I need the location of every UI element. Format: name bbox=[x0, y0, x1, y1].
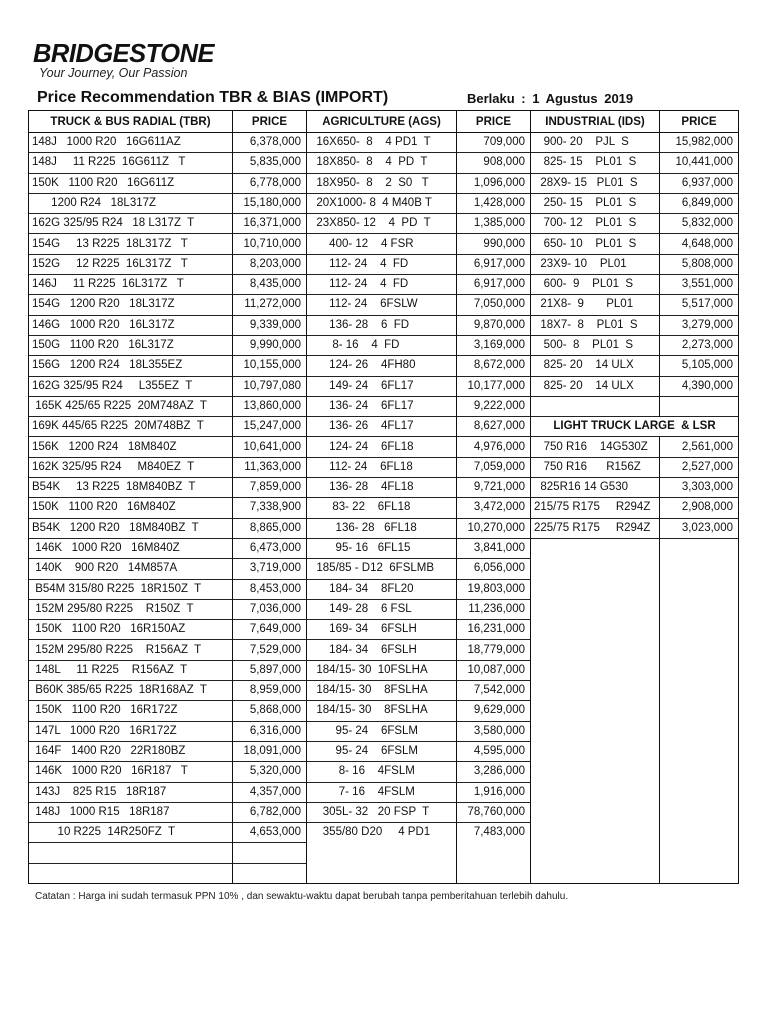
tbr-price-cell: 8,435,000 bbox=[233, 275, 306, 295]
ags-price-cell: 1,428,000 bbox=[457, 194, 530, 214]
ags-price-cell: 4,976,000 bbox=[457, 438, 530, 458]
ids-size-cell: 825- 20 14 ULX bbox=[531, 377, 659, 397]
ids-price-header: PRICE bbox=[660, 111, 738, 133]
ids-size-cell: 28X9- 15 PL01 S bbox=[531, 174, 659, 194]
tbr-size-cell: 152G 12 R225 16L317Z T bbox=[29, 255, 232, 275]
tbr-size-cell: 146K 1000 R20 16M840Z bbox=[29, 539, 232, 559]
ids-price-column bbox=[660, 111, 738, 883]
tbr-price-cell bbox=[233, 844, 306, 864]
ags-price-cell: 10,177,000 bbox=[457, 377, 530, 397]
ags-price-cell: 16,231,000 bbox=[457, 620, 530, 640]
bridgestone-logo bbox=[33, 40, 218, 66]
tbr-header: TRUCK & BUS RADIAL (TBR) bbox=[29, 111, 232, 133]
tbr-price-cell: 4,357,000 bbox=[233, 783, 306, 803]
tbr-size-cell: 148J 1000 R20 16G611AZ bbox=[29, 133, 232, 153]
tbr-size-cell: 156G 1200 R24 18L355EZ bbox=[29, 356, 232, 376]
ags-price-cell: 9,721,000 bbox=[457, 478, 530, 498]
tbr-price-cell: 9,990,000 bbox=[233, 336, 306, 356]
tbr-size-cell: 165K 425/65 R225 20M748AZ T bbox=[29, 397, 232, 417]
ids-price-cell: 10,441,000 bbox=[660, 153, 738, 173]
logo-wordmark: BRIDGESTONE bbox=[33, 38, 215, 68]
ags-size-cell: 185/85 - D12 6FSLMB bbox=[307, 559, 456, 579]
ids-size-cell: 900- 20 PJL S bbox=[531, 133, 659, 153]
ags-price-cell: 8,672,000 bbox=[457, 356, 530, 376]
tbr-price-cell: 5,868,000 bbox=[233, 701, 306, 721]
ags-price-cell: 3,580,000 bbox=[457, 722, 530, 742]
tbr-price-cell: 10,641,000 bbox=[233, 438, 306, 458]
ags-size-cell: 16X650- 8 4 PD1 T bbox=[307, 133, 456, 153]
tbr-size-cell: 162G 325/95 R24 L355EZ T bbox=[29, 377, 232, 397]
ids-price-cell: 3,279,000 bbox=[660, 316, 738, 336]
ids-price-cell: 5,808,000 bbox=[660, 255, 738, 275]
ags-size-cell: 112- 24 6FL18 bbox=[307, 458, 456, 478]
tbr-price-cell: 7,036,000 bbox=[233, 600, 306, 620]
ids-price-cell: 6,937,000 bbox=[660, 174, 738, 194]
ids-size-cell: 500- 8 PL01 S bbox=[531, 336, 659, 356]
ags-size-cell: 136- 28 6 FD bbox=[307, 316, 456, 336]
lsr-size-cell: 225/75 R175 R294Z bbox=[531, 519, 659, 539]
tbr-size-cell: 143J 825 R15 18R187 bbox=[29, 783, 232, 803]
ags-price-cell: 3,472,000 bbox=[457, 498, 530, 518]
tbr-price-cell: 5,320,000 bbox=[233, 762, 306, 782]
ids-size-cell: 21X8- 9 PL01 bbox=[531, 295, 659, 315]
tbr-price-cell: 6,778,000 bbox=[233, 174, 306, 194]
ags-size-cell: 112- 24 4 FD bbox=[307, 275, 456, 295]
tbr-name-column bbox=[29, 111, 233, 883]
tbr-size-cell: 169K 445/65 R225 20M748BZ T bbox=[29, 417, 232, 437]
tbr-price-cell: 7,529,000 bbox=[233, 641, 306, 661]
ags-size-cell: 136- 24 6FL17 bbox=[307, 397, 456, 417]
lsr-size-cell: 750 R16 14G530Z bbox=[531, 438, 659, 458]
tbr-price-cell: 7,338,900 bbox=[233, 498, 306, 518]
tbr-size-cell: 146K 1000 R20 16R187 T bbox=[29, 762, 232, 782]
tbr-price-cell: 5,897,000 bbox=[233, 661, 306, 681]
tbr-price-cell: 11,272,000 bbox=[233, 295, 306, 315]
footnote: Catatan : Harga ini sudah termasuk PPN 10% , dan sewaktu-waktu dapat berubah tanpa pemberitahuan terlebih dahulu. bbox=[35, 891, 569, 902]
ags-price-cell: 1,916,000 bbox=[457, 783, 530, 803]
brand-tagline: Your Journey, Our Passion bbox=[39, 66, 188, 80]
ags-price-cell: 7,059,000 bbox=[457, 458, 530, 478]
tbr-price-cell: 16,371,000 bbox=[233, 214, 306, 234]
tbr-size-cell: 150K 1100 R20 16M840Z bbox=[29, 498, 232, 518]
lsr-size-cell: 825R16 14 G530 bbox=[531, 478, 659, 498]
tbr-size-cell: 154G 1200 R20 18L317Z bbox=[29, 295, 232, 315]
tbr-price-cell: 7,649,000 bbox=[233, 620, 306, 640]
ags-size-cell: 149- 28 6 FSL bbox=[307, 600, 456, 620]
ags-price-cell: 10,087,000 bbox=[457, 661, 530, 681]
ags-price-cell: 18,779,000 bbox=[457, 641, 530, 661]
tbr-size-cell: 148J 1000 R15 18R187 bbox=[29, 803, 232, 823]
ags-price-header: PRICE bbox=[457, 111, 530, 133]
tbr-price-cell: 3,719,000 bbox=[233, 559, 306, 579]
tbr-size-cell: 147L 1000 R20 16R172Z bbox=[29, 722, 232, 742]
ags-price-cell: 8,627,000 bbox=[457, 417, 530, 437]
ags-size-cell: 149- 24 6FL17 bbox=[307, 377, 456, 397]
ids-price-cell: 6,849,000 bbox=[660, 194, 738, 214]
ags-price-cell: 7,542,000 bbox=[457, 681, 530, 701]
tbr-size-cell: 152M 295/80 R225 R150Z T bbox=[29, 600, 232, 620]
tbr-price-header: PRICE bbox=[233, 111, 306, 133]
effective-date: Berlaku : 1 Agustus 2019 bbox=[467, 91, 634, 106]
tbr-size-cell: 10 R225 14R250FZ T bbox=[29, 823, 232, 843]
ags-size-cell: 8- 16 4FSLM bbox=[307, 762, 456, 782]
ags-name-column bbox=[307, 111, 457, 883]
ids-size-cell: 23X9- 10 PL01 bbox=[531, 255, 659, 275]
ags-price-cell: 908,000 bbox=[457, 153, 530, 173]
tbr-price-cell: 5,835,000 bbox=[233, 153, 306, 173]
ags-size-cell: 136- 28 4FL18 bbox=[307, 478, 456, 498]
tbr-price-cell: 6,316,000 bbox=[233, 722, 306, 742]
lsr-price-cell: 2,908,000 bbox=[660, 498, 738, 518]
tbr-price-cell: 10,710,000 bbox=[233, 235, 306, 255]
ags-size-cell: 184- 34 6FSLH bbox=[307, 641, 456, 661]
tbr-size-cell: B54K 1200 R20 18M840BZ T bbox=[29, 519, 232, 539]
tbr-price-cell: 11,363,000 bbox=[233, 458, 306, 478]
tbr-size-cell: 1200 R24 18L317Z bbox=[29, 194, 232, 214]
tbr-size-cell: 146J 11 R225 16L317Z T bbox=[29, 275, 232, 295]
ags-size-cell: 23X850- 12 4 PD T bbox=[307, 214, 456, 234]
ags-price-cell: 11,236,000 bbox=[457, 600, 530, 620]
ids-price-cell: 15,982,000 bbox=[660, 133, 738, 153]
lsr-price-cell: 2,527,000 bbox=[660, 458, 738, 478]
tbr-size-cell: 156K 1200 R24 18M840Z bbox=[29, 438, 232, 458]
lsr-section-header: LIGHT TRUCK LARGE & LSR bbox=[531, 417, 738, 437]
ids-size-cell: 825- 20 14 ULX bbox=[531, 356, 659, 376]
ags-size-cell: 355/80 D20 4 PD1 bbox=[310, 826, 431, 839]
tbr-size-cell: 152M 295/80 R225 R156AZ T bbox=[29, 641, 232, 661]
tbr-size-cell: 164F 1400 R20 22R180BZ bbox=[29, 742, 232, 762]
ags-price-cell: 7,050,000 bbox=[457, 295, 530, 315]
ags-header: AGRICULTURE (AGS) bbox=[307, 111, 456, 133]
ags-price-cell: 3,169,000 bbox=[457, 336, 530, 356]
tbr-price-cell: 18,091,000 bbox=[233, 742, 306, 762]
tbr-price-cell: 10,155,000 bbox=[233, 356, 306, 376]
ags-size-cell: 7- 16 4FSLM bbox=[307, 783, 456, 803]
ags-price-cell: 990,000 bbox=[457, 235, 530, 255]
tbr-size-cell: 150K 1100 R20 16G611Z bbox=[29, 174, 232, 194]
lsr-size-cell: 750 R16 R156Z bbox=[531, 458, 659, 478]
ags-price-cell: 19,803,000 bbox=[457, 580, 530, 600]
ags-price-cell: 9,870,000 bbox=[457, 316, 530, 336]
tbr-size-cell: B60K 385/65 R225 18R168AZ T bbox=[29, 681, 232, 701]
page-title: Price Recommendation TBR & BIAS (IMPORT) bbox=[37, 89, 389, 106]
tbr-size-cell: 148L 11 R225 R156AZ T bbox=[29, 661, 232, 681]
tbr-size-cell: 150K 1100 R20 16R150AZ bbox=[29, 620, 232, 640]
ids-size-cell: 250- 15 PL01 S bbox=[531, 194, 659, 214]
ags-size-cell: 83- 22 6FL18 bbox=[307, 498, 456, 518]
ags-price-column bbox=[457, 111, 531, 883]
ags-price-cell: 6,917,000 bbox=[457, 255, 530, 275]
tbr-price-cell: 8,203,000 bbox=[233, 255, 306, 275]
ags-price-cell: 6,056,000 bbox=[457, 559, 530, 579]
tbr-price-cell: 6,378,000 bbox=[233, 133, 306, 153]
ids-price-cell: 4,648,000 bbox=[660, 235, 738, 255]
tbr-size-cell: 148J 11 R225 16G611Z T bbox=[29, 153, 232, 173]
ags-size-cell: 18X950- 8 2 S0 T bbox=[307, 174, 456, 194]
ags-size-cell: 305L- 32 20 FSP T bbox=[307, 803, 456, 823]
lsr-price-cell: 3,023,000 bbox=[660, 519, 738, 539]
tbr-size-cell bbox=[29, 864, 232, 884]
tbr-price-cell: 13,860,000 bbox=[233, 397, 306, 417]
lsr-price-cell: 2,561,000 bbox=[660, 438, 738, 458]
tbr-price-cell: 7,859,000 bbox=[233, 478, 306, 498]
ags-size-cell: 184/15- 30 10FSLHA bbox=[307, 661, 456, 681]
tbr-size-cell: 146G 1000 R20 16L317Z bbox=[29, 316, 232, 336]
ags-size-cell: 124- 26 4FH80 bbox=[307, 356, 456, 376]
tbr-size-cell bbox=[29, 844, 232, 864]
tbr-price-cell: 4,653,000 bbox=[233, 823, 306, 843]
tbr-size-cell: 162K 325/95 R24 M840EZ T bbox=[29, 458, 232, 478]
tbr-price-cell: 8,453,000 bbox=[233, 580, 306, 600]
ags-size-cell: 184- 34 8FL20 bbox=[307, 580, 456, 600]
ags-price-cell: 10,270,000 bbox=[457, 519, 530, 539]
tbr-size-cell: 154G 13 R225 18L317Z T bbox=[29, 235, 232, 255]
ids-size-cell: 18X7- 8 PL01 S bbox=[531, 316, 659, 336]
ags-price-cell: 78,760,000 bbox=[457, 803, 530, 823]
ags-price-cell: 9,629,000 bbox=[457, 701, 530, 721]
tbr-price-cell bbox=[233, 864, 306, 884]
ids-header: INDUSTRIAL (IDS) bbox=[531, 111, 659, 133]
tbr-size-cell: 140K 900 R20 14M857A bbox=[29, 559, 232, 579]
ags-price-cell: 6,917,000 bbox=[457, 275, 530, 295]
ags-size-cell: 184/15- 30 8FSLHA bbox=[307, 701, 456, 721]
price-table bbox=[28, 110, 739, 884]
ids-price-cell: 2,273,000 bbox=[660, 336, 738, 356]
tbr-price-cell: 8,865,000 bbox=[233, 519, 306, 539]
ids-blank-cell bbox=[660, 397, 738, 417]
tbr-size-cell: B54K 13 R225 18M840BZ T bbox=[29, 478, 232, 498]
ags-size-cell: 20X1000- 8 4 M40B T bbox=[307, 194, 456, 214]
ags-size-cell: 95- 24 6FSLM bbox=[307, 722, 456, 742]
ids-price-cell: 5,105,000 bbox=[660, 356, 738, 376]
tbr-price-cell: 6,473,000 bbox=[233, 539, 306, 559]
ids-price-cell: 5,517,000 bbox=[660, 295, 738, 315]
ids-price-cell: 5,832,000 bbox=[660, 214, 738, 234]
lsr-size-cell: 215/75 R175 R294Z bbox=[531, 498, 659, 518]
ags-size-cell: 184/15- 30 8FSLHA bbox=[307, 681, 456, 701]
ags-price-cell: 9,222,000 bbox=[457, 397, 530, 417]
tbr-size-cell: 150G 1100 R20 16L317Z bbox=[29, 336, 232, 356]
ags-size-cell: 112- 24 4 FD bbox=[307, 255, 456, 275]
tbr-price-cell: 8,959,000 bbox=[233, 681, 306, 701]
ids-size-cell: 650- 10 PL01 S bbox=[531, 235, 659, 255]
tbr-price-column bbox=[233, 111, 307, 883]
ags-size-cell: 95- 24 6FSLM bbox=[307, 742, 456, 762]
ags-size-cell: 400- 12 4 FSR bbox=[307, 235, 456, 255]
ags-size-cell: 112- 24 6FSLW bbox=[307, 295, 456, 315]
tbr-size-cell: 150K 1100 R20 16R172Z bbox=[29, 701, 232, 721]
tbr-price-cell: 9,339,000 bbox=[233, 316, 306, 336]
ids-blank-cell bbox=[531, 397, 659, 417]
tbr-price-cell: 10,797,080 bbox=[233, 377, 306, 397]
ids-size-cell: 825- 15 PL01 S bbox=[531, 153, 659, 173]
ags-size-cell: 8- 16 4 FD bbox=[307, 336, 456, 356]
ags-price-cell: 709,000 bbox=[457, 133, 530, 153]
ids-size-cell: 700- 12 PL01 S bbox=[531, 214, 659, 234]
ags-price-cell: 1,096,000 bbox=[457, 174, 530, 194]
ags-price-cell: 3,286,000 bbox=[457, 762, 530, 782]
ags-size-cell: 95- 16 6FL15 bbox=[307, 539, 456, 559]
ids-size-cell: 600- 9 PL01 S bbox=[531, 275, 659, 295]
tbr-size-cell: 162G 325/95 R24 18 L317Z T bbox=[29, 214, 232, 234]
tbr-price-cell: 15,247,000 bbox=[233, 417, 306, 437]
ags-price-cell: 4,595,000 bbox=[457, 742, 530, 762]
ags-size-cell: 136- 28 6FL18 bbox=[307, 519, 456, 539]
tbr-price-cell: 15,180,000 bbox=[233, 194, 306, 214]
ags-price-cell: 7,483,000 bbox=[473, 826, 525, 839]
ids-price-cell: 4,390,000 bbox=[660, 377, 738, 397]
tbr-size-cell: B54M 315/80 R225 18R150Z T bbox=[29, 580, 232, 600]
tbr-price-cell: 6,782,000 bbox=[233, 803, 306, 823]
ags-size-cell: 124- 24 6FL18 bbox=[307, 438, 456, 458]
ags-size-cell: 136- 26 4FL17 bbox=[307, 417, 456, 437]
ags-size-cell: 18X850- 8 4 PD T bbox=[307, 153, 456, 173]
ags-price-cell: 3,841,000 bbox=[457, 539, 530, 559]
lsr-price-cell: 3,303,000 bbox=[660, 478, 738, 498]
ags-size-cell: 169- 34 6FSLH bbox=[307, 620, 456, 640]
ids-price-cell: 3,551,000 bbox=[660, 275, 738, 295]
ags-price-cell: 1,385,000 bbox=[457, 214, 530, 234]
